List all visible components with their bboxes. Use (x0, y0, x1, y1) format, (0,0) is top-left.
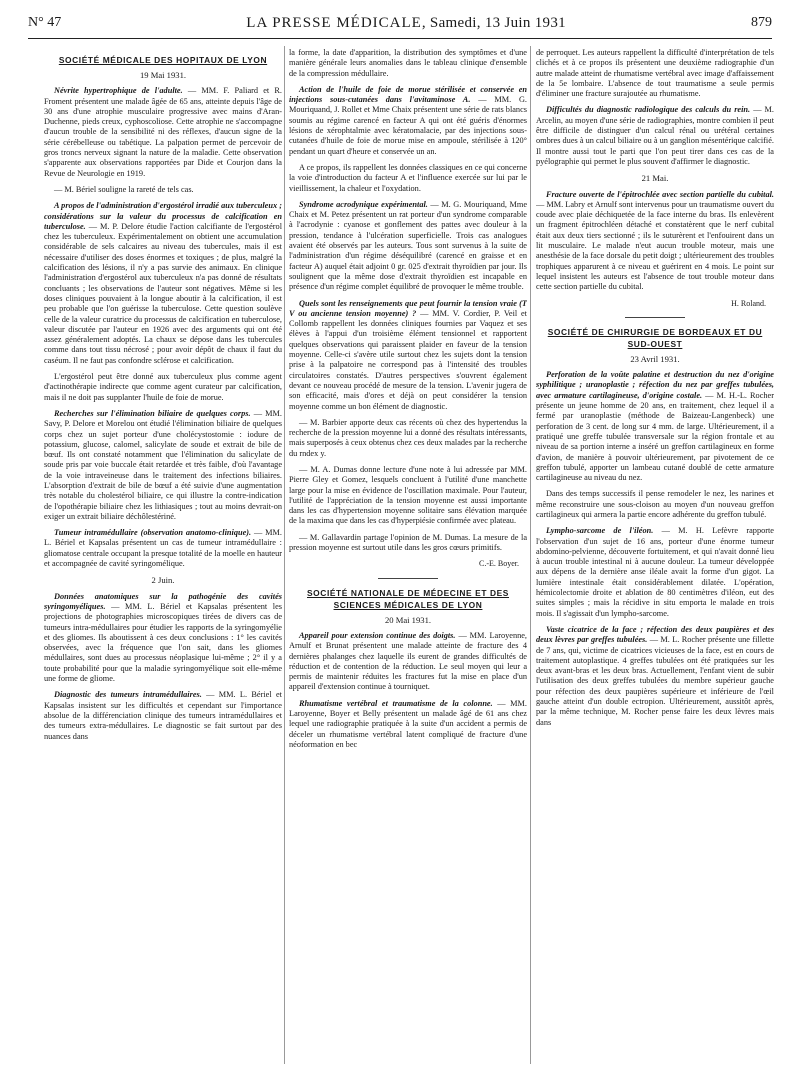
article-title: Appareil pour extension continue des doigts. (299, 630, 456, 640)
article-body: — MM. Savy, P. Delore et Morelou ont étudié l'élimination biliaire de quelques corps chez un sujet porteur d'une cholécystostomie : iodure de potassium, glucose, calomel, salicylate de soude et extrait de bile de bœuf. Ils ont constaté notamment que l'élimination du salicylate de soude pris par voie buccale était retardée et très faible, d'où l'avantage de la voie intraveineuse dans le traitement des infections biliaires. L'absorption d'extrait de bile de bœuf a été suivie d'une augmentation très notable du cholestérol biliaire, ce qui illustre la contre-indication de l'opothérapie biliaire chez les lithiasiques ; tout au moins devrait-on exiger un extrait biliaire déchôlestériné. (44, 408, 282, 521)
header-rule (28, 38, 772, 39)
article-body: — MM. V. Cordier, P. Veil et Collomb rappellent les données cliniques fournies par Vaquez et ses élèves à l'appui d'un troisième élément tensionnel et rapportent quelques observations qui paraissent plaider en faveur de la tension moyenne. Celle-ci s'avère utile surtout chez les sujets dont la tension prise à la palpatoire ne correspond pas à l'intensité des troubles circulatoires constatés. D'autres perspectives s'ouvrent également devant ce nouveau procédé de mesure de la tension. L'avenir jugera de son efficacité, mais d'ores et déjà on peut considérer la tension moyenne comme un bon élément de diagnostic. (289, 308, 527, 411)
article-title: Tumeur intramédullaire (observation anatomo-clinique). (54, 528, 252, 538)
article (536, 370, 774, 483)
article-title: Difficultés du diagnostic radiologique des calculs du rein. (546, 105, 751, 115)
article-body: — MM. L. Bériel et Kapsalas présentent un cas de tumeur intramédullaire : gliomatose centrale occupant la presque totalité de la moelle en hauteur et accompagnée de cavité syringomélique. (44, 528, 282, 569)
article (44, 528, 282, 569)
article-body: — M. L. Rocher présente une fillette de 7 ans, qui, victime de cicatrices vicieuses de la face, est en cours de traitement autoplastique. 4 greffes tubulées ont été pratiquées sur les deux avant-bras et les deux bras. Actuellement, l'enfant vient de subir l'utilisation des deux greffes tubulées du membre supérieur gauche pour réfection des deux paupières supérieure et inférieure de l'œil gauche atteint d'un double ectropion. Ultérieurement, aussitôt après, par la même technique, M. Rocher pense faire les deux lèvres mais dans (536, 635, 774, 727)
article-body: — M. H. Lefèvre rapporte l'observation d'un sujet de 16 ans, porteur d'une énorme tumeur abdomino-pelvienne, découverte fortuitement, et qui n'avait donné lieu à aucun trouble intestinal ni à aucune douleur. La tumeur développée aux dépens de la dernière anse iléale avait la forme d'un gigot. La lumière intestinale était considérablement dilatée. L'opération, hémicolectomie droite et ablation de 80 centimètres d'iléon, eut des suites simples ; mais la récidive in situ emporta le malade en trois mois. Il s'agissait d'un lympho-sarcome. (536, 526, 774, 618)
column-1 (44, 48, 282, 1068)
column-3 (536, 48, 774, 1068)
session-date: 2 Juin. (151, 575, 175, 586)
article (289, 299, 527, 412)
society-title: SOCIÉTÉ NATIONALE DE MÉDECINE ET DES SCIENCES MÉDICALES DE LYON (307, 587, 509, 610)
article-title: Diagnostic des tumeurs intramédullaires. (54, 690, 202, 700)
article-body: — MM. L. Bériel et Kapsalas présentent les projections de photographies microscopiques tirées de divers cas de tumeurs intra-médullaires pour étudier les rapports de la syringomyélie et des gliomes. Ils aboutissent à ces deux conclusions : 1° les cavités observées, avec la fréquence que l'on sait, dans les gliomes médullaires, sont dues au processus néoplasique lui-même ; 2° il y a toute probabilité pour que la maladie syringomyélique soit elle-même une forme de gliome. (44, 601, 282, 684)
article-title: Lympho-sarcome de l'iléon. (546, 526, 654, 536)
article-title: Névrite hypertrophique de l'adulte. (54, 86, 183, 96)
article-body: — MM. G. Mouriquand, J. Rollet et Mme Chaix présentent une série de rats blancs soumis au régime carencé en facteur A qui ont été guéris d'énormes lésions de xérophtalmie avec kératomalacie, par des injections sous-cutanées d'huile de foie de morue mise en ampoule, stérilisée à 120° pendant un quart d'heure et conservée un an. (289, 95, 527, 156)
article-title: Rhumatisme vertébral et traumatisme de la colonne. (299, 698, 493, 708)
article-body: — MM. Laroyenne, Arnulf et Brunat présentent une malade atteinte de fracture des 4 dernières phalanges chez laquelle ils eurent de grandes difficultés de réduction et de contention de la réduction. Le seul moyen qui leur a permis de maintenir réduites les fractures fut la mise en place d'un appareil d'extension continue à tourniquet. (289, 630, 527, 692)
article-paragraph: L'ergostérol peut être donné aux tuberculeux plus comme agent d'actinothérapie indirecte que comme agent curateur par calcification, mais il ne doit pas supplanter l'huile de foie de morue. (44, 372, 282, 402)
article-body: — M. H.-L. Rocher présente un jeune homme de 20 ans, en traitement, chez lequel il a fermé par uranoplastie (méthode de Baizeau-Langenbeck) une perforation de 3 cent. de long sur 4 mm. de large. Ultérieurement, il a pratiqué une greffe tubulée transversale sur la région frontale et au niveau de sa portion interne a inséré un greffon cartilagineux en forme d'avion, de manière à pouvoir ultérieurement, par pivotement de ce greffon tubulé, apporter un lambeau cutané doublé de cette armature cartilagineuse au niveau du nez. (536, 390, 774, 483)
article-title: Recherches sur l'élimination biliaire de quelques corps. (54, 408, 251, 418)
page-number: 879 (751, 15, 772, 30)
article (289, 85, 527, 157)
article (536, 190, 774, 293)
session-date: 19 Mai 1931. (139, 70, 187, 80)
article (536, 105, 774, 167)
session-date: 20 Mai 1931. (384, 614, 432, 625)
article-title: Quels sont les renseignements que peut fournir la tension vraie (T V ou ancienne tension moyenne) ? (289, 298, 527, 318)
article (536, 526, 774, 619)
article (44, 592, 282, 685)
article (536, 625, 774, 728)
society-title: SOCIÉTÉ MÉDICALE DES HOPITAUX DE LYON (58, 55, 268, 65)
article-note: — M. Barbier apporte deux cas récents où chez des hypertendus la recherche de la pression moyenne lui a donné des résultats intéressants, mais superposés à ceux obtenus chez ces deux malades par la recherche du rndex y. (289, 417, 527, 458)
session-date: 23 Avril 1931. (630, 353, 680, 364)
article-continuation: la forme, la date d'apparition, la distribution des symptômes et d'une manière générale leurs anomalies dans le tableau clinique d'ensemble de la compression médullaire. (289, 48, 527, 78)
article-paragraph: A ce propos, ils rappellent les données classiques en ce qui concerne la voie d'introduction du facteur A et l'influence exercée sur lui par le vieillissement, la chaleur et l'oxydation. (289, 162, 527, 193)
article (289, 699, 527, 750)
article (44, 690, 282, 741)
article-body: — M. P. Delore étudie l'action calcifiante de l'ergostérol chez les tuberculeux. Expérimentalement on obtient une accumulation considérable de sels calcaires au niveau des tubercules, mais il est nécessaire d'utiliser des doses énormes et toxiques ; de plus, malgré la calcification des lésions, il n'y a pas survie des animaux. En clinique l'administration d'ergostérol aux tuberculeux n'a pas donné de résultats concluants ; les observations de l'auteur sont négatives. Même si les doses cliniques pouvaient à la longue aboutir à la calcification, il est peu probable que l'on guérisse la tuberculose. Cette question soulève celle de la valeur curatrice du processus de calcification en tuberculose, valeur discutée par l'auteur en 1926 avec des arguments qui ont été assez généralement adoptés. La chaux se dépose dans les tubercules comme dans tout tissu nécrosé ; pour avoir dépôt de chaux il faut du caséum. Il ne faut pas confondre sclérose et calcification. (44, 221, 282, 365)
article-title: Perforation de la voûte palatine et destruction du nez d'origine syphilitique ; uranoplastie ; réfection du nez par greffes tubulées, avec armature cartilagineuse, d'origine costale. (536, 370, 774, 400)
signature: C.-E. Boyer. (479, 559, 519, 569)
society-title: SOCIÉTÉ DE CHIRURGIE DE BORDEAUX ET DU SUD-OUEST (547, 326, 763, 349)
article-body: — MM. Laroyenne, Boyer et Belly présentent un malade âgé de 61 ans chez lequel une radiographie pratiquée à la suite d'un accident a permis de déceler un rhumatisme vertébral latent compliqué de fracture d'une néoformation en bec (289, 698, 527, 749)
article-body: — M. G. Mouriquand, Mme Chaix et M. Petez présentent un rat porteur d'un syndrome comparable à l'acrodynie : cyanose et gonflement des pattes avec douleur à la pression, tendance à l'ulcération superficielle. Trois cas analogues avaient été observés par les auteurs. Tous sont survenus à la suite de l'administration d'un régime déséquilibré (carencé en graisse et en facteur A) auquel était adjoint 0 gr. 025 d'extrait thyroïdien par jour. Ils soulignent que la même dose d'extrait thyroïdien est incapable en présence d'un régime complet équilibré de provoquer le même trouble. (289, 199, 527, 292)
article-title: Vaste cicatrice de la face ; réfection des deux paupières et des deux lèvres par greffes tubulées. (536, 624, 774, 645)
divider (625, 317, 685, 318)
column-divider (284, 46, 285, 1064)
article-body: — MM. F. Paliard et R. Froment présentent une malade âgée de 65 ans, atteinte depuis l'âge de 30 ans d'une atrophie musculaire progressive avec mains d'Aran-Duchenne, pieds creux, cyphoscoliose. Cette atrophie ne s'accompagne d'aucun trouble de la sensibilité ni des réflexes, d'aucun signe de la série cérébelleuse ou tabétique. La palpation permet de percevoir de gros troncs nerveux signant la nature de la maladie. Cette observation s'apparente aux observations rapportées par Dide et Courjon dans la Revue de Neurologie en 1919. (44, 86, 282, 178)
article-title: Action de l'huile de foie de morue stérilisée et conservée en injections sous-cutanées dans l'avitaminose A. (289, 84, 527, 105)
article-title: Syndrome acrodynique expérimental. (299, 199, 428, 209)
article-continuation: de perroquet. Les auteurs rappellent la difficulté d'interprétation de tels clichés et à ce propos ils présentent une deuxième radiographie d'un autre malade atteint de rhumatisme vertébral avec image d'affaissement de la 5e lombaire. L'absence de tout traumatisme a seule permis d'éliminer une fracture surajoutée au rhumatisme. (536, 48, 774, 99)
page-header (28, 10, 772, 36)
journal-title: LA PRESSE MÉDICALE, Samedi, 13 Juin 1931 (246, 14, 566, 31)
article (44, 86, 282, 179)
issue-date: Samedi, 13 Juin 1931 (429, 14, 566, 31)
column-divider (530, 46, 531, 1064)
article-body: — MM. Labry et Arnulf sont intervenus pour un traumatisme ouvert du coude avec plaie déchiquetée de la face interne du bras. Ils enlevèrent un fragment épitrochléen détaché et constatèrent que le nerf cubital était aux deux tiers sectionné ; ils le suturèrent et l'enfouirent dans un lit musculaire. Le malade n'eut aucun trouble moteur, mais une anesthésie de la face dorsale du petit doigt ; ultérieurement des troubles trophiques apparurent à ce niveau et guérirent en 4 mois. Le point sur lequel insistent les auteurs est l'absence de tout trouble moteur dans cette section partielle du cubital. (536, 199, 774, 292)
signature: H. Roland. (731, 298, 766, 308)
article-title: A propos de l'administration d'ergostérol irradié aux tuberculeux ; considérations sur la valeur du processus de calcification en tuberculose. (44, 201, 282, 231)
journal-name: LA PRESSE MÉDICALE (246, 14, 422, 31)
article-note: — M. A. Dumas donne lecture d'une note à lui adressée par MM. Pierre Gley et Gomez, lesquels concluent à l'utilité d'une manchette large pour la mise en évidence de l'oscillation maximale. Pour l'auteur, l'utilité de l'appréciation de la tension moyenne est aussi importante dans les cas d'hypertension moyenne solitaire sans élévation marquée de la maxima que dans les cas d'hyperpiésie confirmée avec plateau. (289, 464, 527, 526)
column-2 (289, 48, 527, 1068)
article (44, 201, 282, 366)
article-note: — M. Gallavardin partage l'opinion de M. Dumas. La mesure de la pression moyenne est surtout utile dans les gros cœurs primitifs. (289, 532, 527, 553)
article-body: — MM. L. Bériel et Kapsalas insistent sur les difficultés et cependant sur l'importance absolue de la différenciation clinique des tumeurs intramédullaires et des tumeurs extra-médullaires. Le diagnostic se fait surtout par des nuances dans (44, 690, 282, 741)
article-note: — M. Bériel souligne la rareté de tels cas. (54, 184, 194, 194)
divider (378, 578, 438, 579)
article (44, 409, 282, 522)
session-date: 21 Mai. (641, 173, 669, 184)
issue-number: N° 47 (28, 15, 62, 30)
article-title: Données anatomiques sur la pathogénie des cavités syringomyéliques. (44, 591, 282, 611)
article (289, 631, 527, 693)
article-body: — M. Arcelin, au moyen d'une série de radiographies, montre combien il peut être difficile de distinguer d'un calcul rénal ou urétéral certaines ombres dues à un calcul biliaire ou à un ganglion mésentérique calcifié. Il montre aussi tout le parti que l'on peut tirer dans ces cas de la pyélographie qui permet le plus souvent d'affirmer le diagnostic. (536, 105, 774, 166)
article-paragraph: Dans des temps successifs il pense remodeler le nez, les narines et même reconstruire une sous-cloison au moyen d'un nouveau greffon cartilagineux qui armera la partie encore adhérente du greffon tubulé. (536, 489, 774, 519)
article-title: Fracture ouverte de l'épitrochlée avec section partielle du cubital. (546, 189, 774, 199)
article (289, 200, 527, 293)
